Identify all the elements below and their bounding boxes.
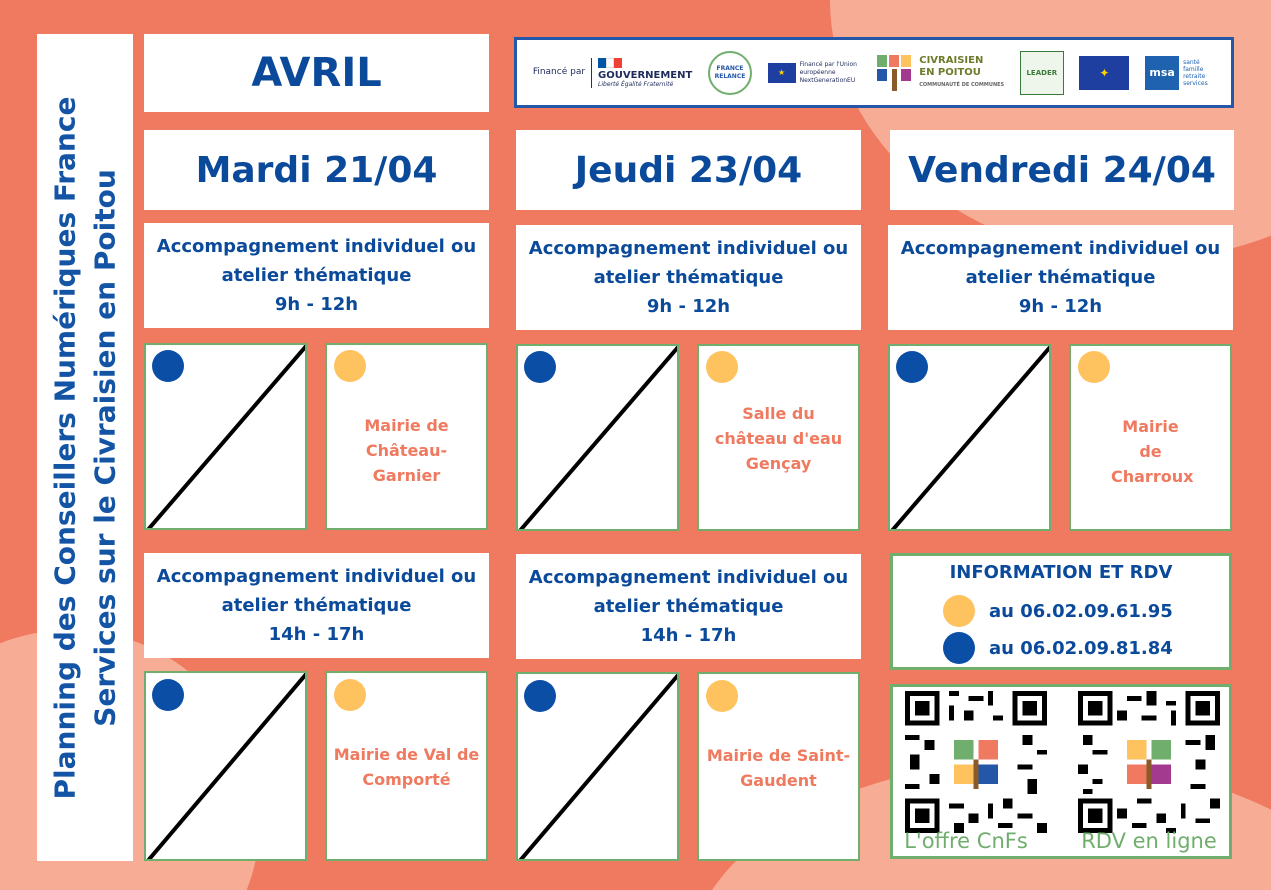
side-title-panel bbox=[37, 34, 133, 861]
civraisien-sublabel: COMMUNAUTÉ DE COMMUNES bbox=[919, 81, 1005, 88]
unavailable-slash bbox=[518, 346, 679, 531]
unavailable-slash bbox=[890, 346, 1051, 531]
day-header-vendredi: Vendredi 24/04 bbox=[890, 130, 1234, 210]
title-line-1: Planning des Conseillers Numériques France bbox=[48, 96, 82, 799]
slot-blue-jeudi-afternoon bbox=[516, 672, 679, 861]
leader-label: LEADER bbox=[1020, 51, 1064, 95]
slot-yellow-jeudi-afternoon bbox=[697, 672, 860, 861]
slot-yellow-mardi-afternoon bbox=[325, 671, 488, 861]
session-time: 9h - 12h bbox=[1018, 296, 1103, 317]
location-label: Mairie de Charroux bbox=[1111, 417, 1194, 486]
yellow-dot-icon bbox=[943, 595, 975, 627]
eu-label: Financé par l'Union européenne NextGenerationEU bbox=[799, 60, 857, 84]
info-row-yellow bbox=[943, 595, 1173, 627]
qr-caption-rdv: RDV en ligne bbox=[1081, 829, 1217, 853]
info-rdv-box bbox=[890, 553, 1232, 670]
session-mardi-afternoon bbox=[144, 553, 489, 658]
finance-par-label: Financé par bbox=[532, 67, 586, 77]
qr-code-offre-icon[interactable] bbox=[905, 691, 1047, 833]
eu-nextgeneration-logo bbox=[768, 61, 860, 85]
yellow-dot-icon bbox=[706, 680, 738, 712]
msa-label: msa bbox=[1145, 56, 1179, 90]
french-flag-icon bbox=[598, 58, 692, 68]
session-time: 9h - 12h bbox=[646, 296, 731, 317]
title-line-2: Services sur le Civraisien en Poitou bbox=[88, 168, 122, 727]
slot-blue-mardi-afternoon bbox=[144, 671, 307, 861]
session-time: 14h - 17h bbox=[268, 624, 365, 645]
civraisien-logo bbox=[875, 53, 1004, 93]
gouvernement-label: GOUVERNEMENT bbox=[598, 69, 693, 81]
session-vendredi-morning bbox=[888, 225, 1233, 330]
phone-yellow: au 06.02.09.61.95 bbox=[989, 600, 1173, 622]
session-description: Accompagnement individuel ou atelier thématique bbox=[900, 238, 1221, 288]
qr-caption-offre: L'offre CnFs bbox=[904, 829, 1028, 853]
slot-blue-mardi-morning bbox=[144, 343, 307, 530]
slot-blue-vendredi-morning bbox=[888, 344, 1051, 531]
info-row-blue bbox=[943, 632, 1173, 664]
unavailable-slash bbox=[146, 673, 307, 861]
qr-codes-box bbox=[890, 684, 1232, 859]
yellow-dot-icon bbox=[706, 351, 738, 383]
partner-logos-banner bbox=[514, 37, 1234, 108]
slot-yellow-mardi-morning bbox=[325, 343, 488, 530]
location-label: Salle du château d'eau Gençay bbox=[714, 404, 843, 473]
msa-sublabel: santé famille retraite services bbox=[1183, 58, 1208, 87]
eu-stars-icon: ✦ bbox=[1079, 56, 1129, 90]
location-label: Mairie de Saint-Gaudent bbox=[706, 746, 851, 790]
unavailable-slash bbox=[146, 345, 307, 530]
leader-logo bbox=[1020, 51, 1064, 95]
devise-label: Liberté Égalité Fraternité bbox=[598, 80, 674, 88]
blue-dot-icon bbox=[943, 632, 975, 664]
france-relance-logo bbox=[708, 51, 752, 95]
slot-blue-jeudi-morning bbox=[516, 344, 679, 531]
session-description: Accompagnement individuel ou atelier thématique bbox=[156, 236, 477, 286]
session-time: 14h - 17h bbox=[640, 625, 737, 646]
session-jeudi-morning bbox=[516, 225, 861, 330]
slot-yellow-vendredi-morning bbox=[1069, 344, 1232, 531]
phone-blue: au 06.02.09.81.84 bbox=[989, 637, 1173, 659]
tree-icon bbox=[875, 53, 915, 93]
session-description: Accompagnement individuel ou atelier thématique bbox=[528, 238, 849, 288]
unavailable-slash bbox=[518, 674, 679, 861]
eu-flag-icon: ★ bbox=[768, 63, 796, 83]
qr-code-rdv bbox=[1078, 691, 1220, 833]
gouvernement-logo bbox=[533, 58, 693, 88]
slot-yellow-jeudi-morning bbox=[697, 344, 860, 531]
session-description: Accompagnement individuel ou atelier thématique bbox=[528, 567, 849, 617]
qr-code-offre bbox=[905, 691, 1047, 833]
location-label: Mairie de Val de Comporté bbox=[333, 745, 480, 789]
day-header-jeudi: Jeudi 23/04 bbox=[516, 130, 861, 210]
eu-flag-logo bbox=[1079, 56, 1129, 90]
qr-code-rdv-icon[interactable] bbox=[1078, 691, 1220, 833]
info-title: INFORMATION ET RDV bbox=[949, 562, 1173, 583]
day-header-mardi: Mardi 21/04 bbox=[144, 130, 489, 210]
yellow-dot-icon bbox=[334, 679, 366, 711]
session-description: Accompagnement individuel ou atelier thématique bbox=[156, 566, 477, 616]
yellow-dot-icon bbox=[1078, 351, 1110, 383]
location-label: Mairie de Château-Garnier bbox=[364, 416, 449, 485]
session-jeudi-afternoon bbox=[516, 554, 861, 659]
msa-logo bbox=[1145, 56, 1215, 90]
session-time: 9h - 12h bbox=[274, 294, 359, 315]
session-mardi-morning bbox=[144, 223, 489, 328]
month-title: AVRIL bbox=[144, 34, 489, 112]
civraisien-label: CIVRAISIEN EN POITOU bbox=[919, 54, 984, 78]
page-title bbox=[45, 96, 125, 799]
france-relance-label: FRANCE RELANCE bbox=[708, 51, 752, 95]
yellow-dot-icon bbox=[334, 350, 366, 382]
